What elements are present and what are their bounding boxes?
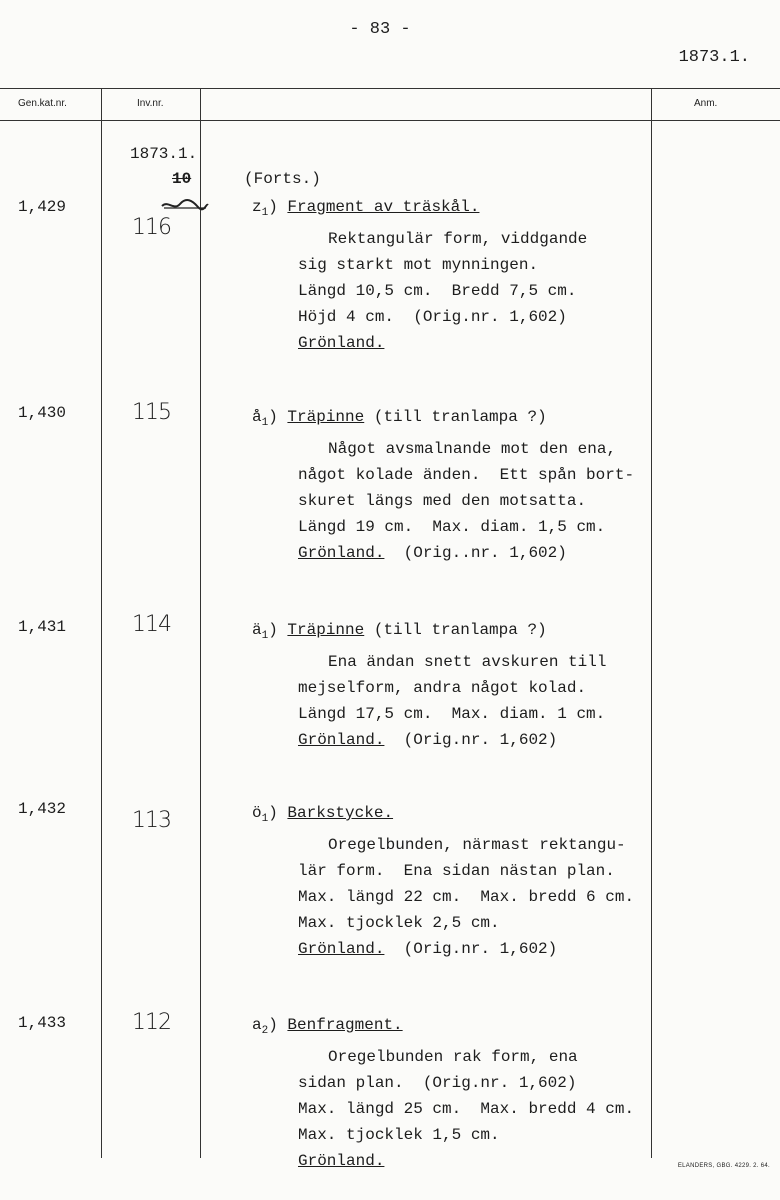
- entry-line: Höjd 4 cm. (Orig.nr. 1,602): [298, 308, 567, 327]
- inv-number-handwritten: 113: [132, 808, 171, 833]
- entry-line: sidan plan. (Orig.nr. 1,602): [298, 1074, 577, 1093]
- entry-line: sig starkt mot mynningen.: [298, 256, 539, 275]
- entry-line: Max. längd 22 cm. Max. bredd 6 cm.: [298, 888, 635, 907]
- column-divider-inv: [200, 88, 201, 1158]
- page-number: - 83 -: [349, 20, 411, 39]
- entry-line: Max. tjocklek 1,5 cm.: [298, 1126, 500, 1145]
- entry-mark-sub: 1: [261, 630, 269, 643]
- entry-mark-sub: 1: [261, 813, 269, 826]
- entry-mark: z: [252, 198, 262, 216]
- gen-kat-number: 1,430: [18, 404, 67, 422]
- entry-title: Träpinne: [287, 621, 365, 639]
- gen-kat-number: 1,429: [18, 198, 67, 216]
- catalog-entry: $a_2$) Benfragment. Oregelbunden rak form, ena sidan plan. (Orig.nr. 1,602) Max. längd 25 cm. Max. bredd 4 cm. Max. tjocklek 1,5 cm. Grönland.: [252, 1012, 672, 1174]
- entry-line: något kolade änden. Ett spån bort-: [298, 466, 635, 485]
- entry-title: Fragment av träskål.: [287, 198, 480, 216]
- entry-mark: å: [252, 408, 262, 426]
- catalog-entry: $z_1$) Fragment av träskål. Rektangulär form, viddgande sig starkt mot mynningen. Längd 10,5 cm. Bredd 7,5 cm. Höjd 4 cm. (Orig.nr. 1,602) Grönland.: [252, 194, 672, 356]
- catalog-entry: $å_1$) Träpinne (till tranlampa ?) Något avsmalnande mot den ena, något kolade änden. Ett spån bort- skuret längs med den motsatta. Längd 19 cm. Max. diam. 1,5 cm. Grönland. (Orig..nr. 1,602): [252, 404, 672, 566]
- catalog-entry: $ä_1$) Träpinne (till tranlampa ?) Ena ändan snett avskuren till mejselform, andra något kolad. Längd 17,5 cm. Max. diam. 1 cm. Grönland. (Orig.nr. 1,602): [252, 617, 672, 753]
- entry-mark: ä: [252, 621, 262, 639]
- entry-mark: ö: [252, 804, 262, 822]
- entry-line: Längd 10,5 cm. Bredd 7,5 cm.: [298, 282, 577, 301]
- header-inv-nr: Inv.nr.: [137, 98, 164, 109]
- entry-line: Ena ändan snett avskuren till: [328, 653, 607, 672]
- entry-line: Längd 19 cm. Max. diam. 1,5 cm.: [298, 518, 606, 537]
- entry-line: mejselform, andra något kolad.: [298, 679, 587, 698]
- entry-place: Grönland.: [298, 940, 385, 959]
- entry-mark-sub: 1: [261, 417, 269, 430]
- header-anm: Anm.: [694, 98, 718, 109]
- inv-number-handwritten: 116: [132, 215, 171, 240]
- entry-mark: a: [252, 1016, 262, 1034]
- series-number: 1873.1.: [130, 145, 198, 163]
- catalog-entry: $ö_1$) Barkstycke. Oregelbunden, närmast rektangu- lär form. Ena sidan nästan plan. Max. längd 22 cm. Max. bredd 6 cm. Max. tjocklek 2,5 cm. Grönland. (Orig.nr. 1,602): [252, 800, 672, 962]
- struck-subnumber: 10: [172, 170, 192, 188]
- entry-line: Rektangulär form, viddgande: [328, 230, 588, 249]
- entry-place: Grönland.: [298, 1152, 385, 1171]
- entry-line: skuret längs med den motsatta.: [298, 492, 587, 511]
- entry-orig-number: (Orig.nr. 1,602): [384, 731, 558, 750]
- entry-mark-sub: 1: [261, 207, 269, 220]
- continued-note: (Forts.): [244, 170, 321, 188]
- entry-line: lär form. Ena sidan nästan plan.: [298, 862, 615, 881]
- gen-kat-number: 1,433: [18, 1014, 67, 1032]
- inv-number-handwritten: 114: [132, 612, 171, 637]
- entry-line: Max. längd 25 cm. Max. bredd 4 cm.: [298, 1100, 635, 1119]
- entry-place: Grönland.: [298, 731, 385, 750]
- header-gen-kat-nr: Gen.kat.nr.: [18, 98, 67, 109]
- catalog-reference: 1873.1.: [678, 48, 750, 67]
- entry-place: Grönland.: [298, 544, 385, 563]
- gen-kat-number: 1,432: [18, 800, 67, 818]
- entry-line: Längd 17,5 cm. Max. diam. 1 cm.: [298, 705, 606, 724]
- entry-title: Barkstycke.: [287, 804, 394, 822]
- table-top-rule: [0, 88, 780, 89]
- entry-mark-sub: 2: [261, 1025, 269, 1038]
- printer-mark: ELANDERS, GBG. 4229. 2. 64.: [677, 1163, 770, 1169]
- entry-title-note: (till tranlampa ?): [364, 408, 547, 426]
- column-divider-gen: [101, 88, 102, 1158]
- table-header-rule: [0, 120, 780, 121]
- inv-number-handwritten: 115: [132, 400, 171, 425]
- entry-place: Grönland.: [298, 334, 385, 353]
- inv-number-handwritten: 112: [132, 1010, 171, 1035]
- entry-line: Oregelbunden rak form, ena: [328, 1048, 578, 1067]
- entry-title: Benfragment.: [287, 1016, 403, 1034]
- entry-orig-number: (Orig.nr. 1,602): [384, 940, 558, 959]
- scribble-mark: [160, 199, 210, 211]
- entry-title-note: (till tranlampa ?): [364, 621, 547, 639]
- entry-line: Något avsmalnande mot den ena,: [328, 440, 617, 459]
- entry-title: Träpinne: [287, 408, 365, 426]
- entry-line: Max. tjocklek 2,5 cm.: [298, 914, 500, 933]
- entry-orig-number: (Orig..nr. 1,602): [384, 544, 567, 563]
- entry-line: Oregelbunden, närmast rektangu-: [328, 836, 626, 855]
- gen-kat-number: 1,431: [18, 618, 67, 636]
